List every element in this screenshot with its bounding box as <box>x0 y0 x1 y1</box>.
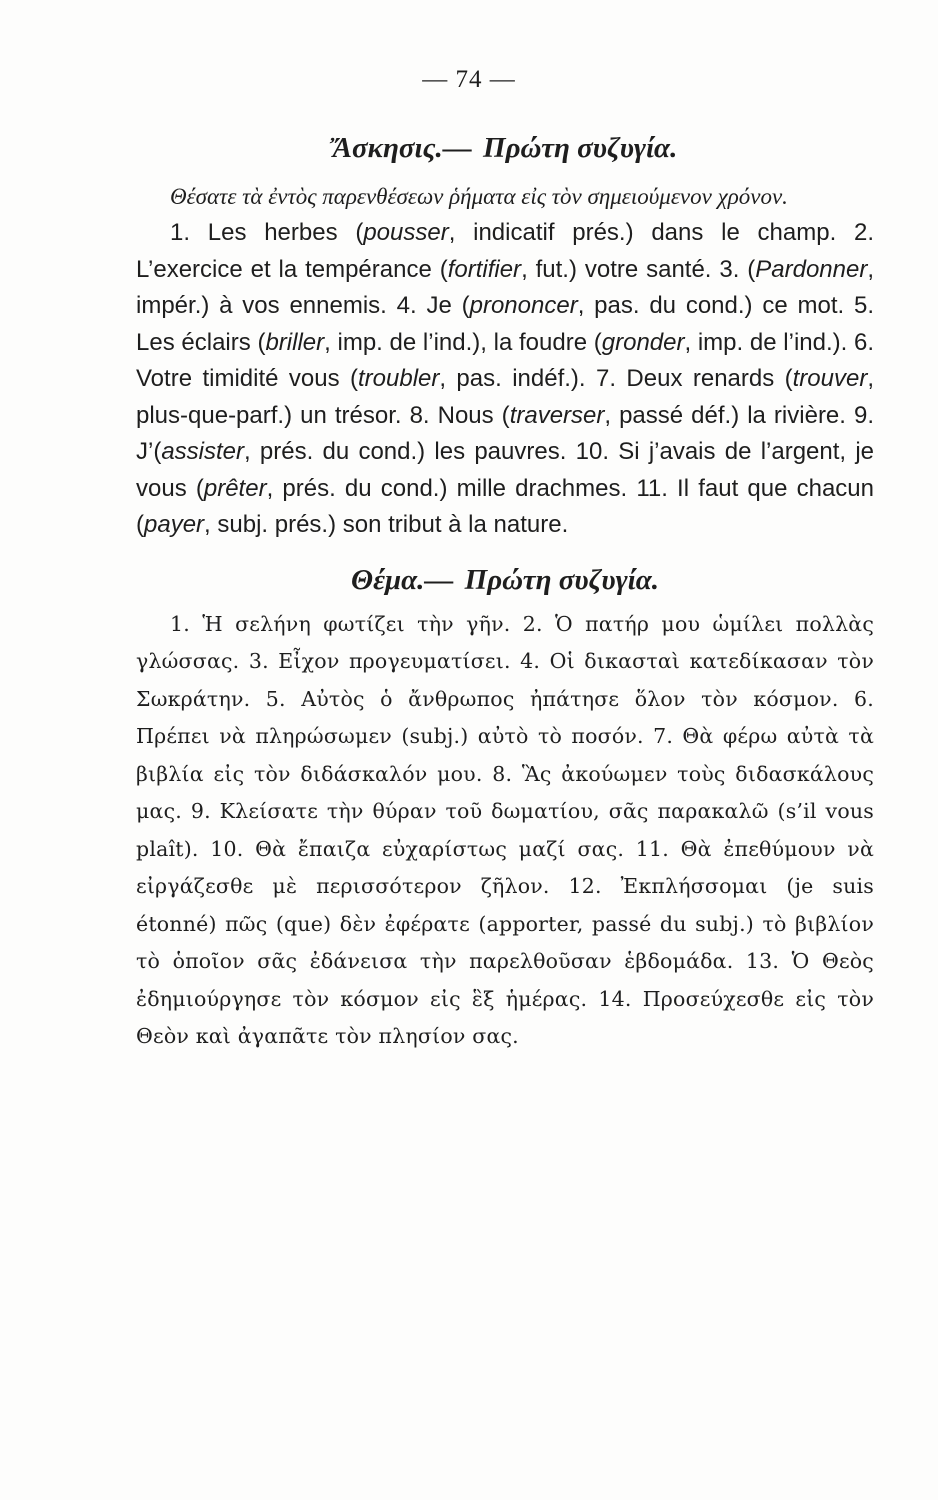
theme-heading-conjugation: Πρώτη συζυγία. <box>464 563 660 596</box>
exercise-heading-label: Ἄσκησις.— <box>332 132 472 164</box>
exercise-instruction: Θέσατε τὰ ἐντὸς παρενθέσεων ῥήματα εἰς τὸν σημειούμενον χρόνον. <box>170 184 788 209</box>
exercise-sentences: 1. Les herbes (pousser, indicatif prés.) dans le champ. 2. L’exercice et la tempérance (fortifier, fut.) votre santé. 3. (Pardonner, impér.) à vos ennemis. 4. Je (prononcer, pas. du cond.) ce mot. 5. Les éclairs (briller, imp. de l’ind.), la foudre (gronder, imp. de l’ind.). 6. Votre timidité vous (troubler, pas. indéf.). 7. Deux renards (trouver, plus-que-parf.) un trésor. 8. Nous (traverser, passé déf.) la rivière. 9. J’(assister, prés. du cond.) les pauvres. 10. Si j’avais de l’argent, je vous (prêter, prés. du cond.) mille drachmes. 11. Il faut que chacun (payer, subj. prés.) son tribut à la nature. <box>136 219 875 538</box>
theme-heading-label: Θέμα.— <box>350 563 454 596</box>
theme-heading <box>136 560 874 600</box>
exercise-heading-conjugation: Πρώτη συζυγία. <box>483 132 678 164</box>
theme-sentences: 1. Ἡ σελήνη φωτίζει τὴν γῆν. 2. Ὁ πατήρ μου ὡμίλει πολλὰς γλώσσας. 3. Εἶχον προγευματίσει. 4. Οἱ δικασταὶ κατεδίκασαν τὸν Σωκράτην. 5. Αὐτὸς ὁ ἄνθρωπος ἠπάτησε ὅλον τὸν κόσμον. 6. Πρέπει νὰ πληρώσωμεν (subj.) αὐτὸ τὸ ποσόν. 7. Θὰ φέρω αὐτὰ τὰ βιβλία εἰς τὸν διδάσκαλόν μου. 8. Ἃς ἀκούωμεν τοὺς διδασκάλους μας. 9. Κλείσατε τὴν θύραν τοῦ δωματίου, σᾶς παρακαλῶ (s’il vous plaît). 10. Θὰ ἔπαιζα εὐχαρίστως μαζί σας. 11. Θὰ ἐπεθύμουν νὰ εἰργάζεσθε μὲ περισσότερον ζῆλον. 12. Ἐκπλήσσομαι (je suis étonné) πῶς (que) δὲν ἐφέρατε (apporter, passé du subj.) τὸ βιβλίον τὸ ὁποῖον σᾶς ἐδάνεισα τὴν παρελθοῦσαν ἑβδομάδα. 13. Ὁ Θεὸς ἐδημιούργησε τὸν κόσμον εἰς ἓξ ἡμέρας. 14. Προσεύχεσθε εἰς τὸν Θεὸν καὶ ἀγαπᾶτε τὸν πλησίον σας. <box>136 611 874 1048</box>
page-number: — 74 — <box>422 66 516 93</box>
exercise-heading <box>136 128 874 168</box>
page-content <box>136 128 874 1056</box>
